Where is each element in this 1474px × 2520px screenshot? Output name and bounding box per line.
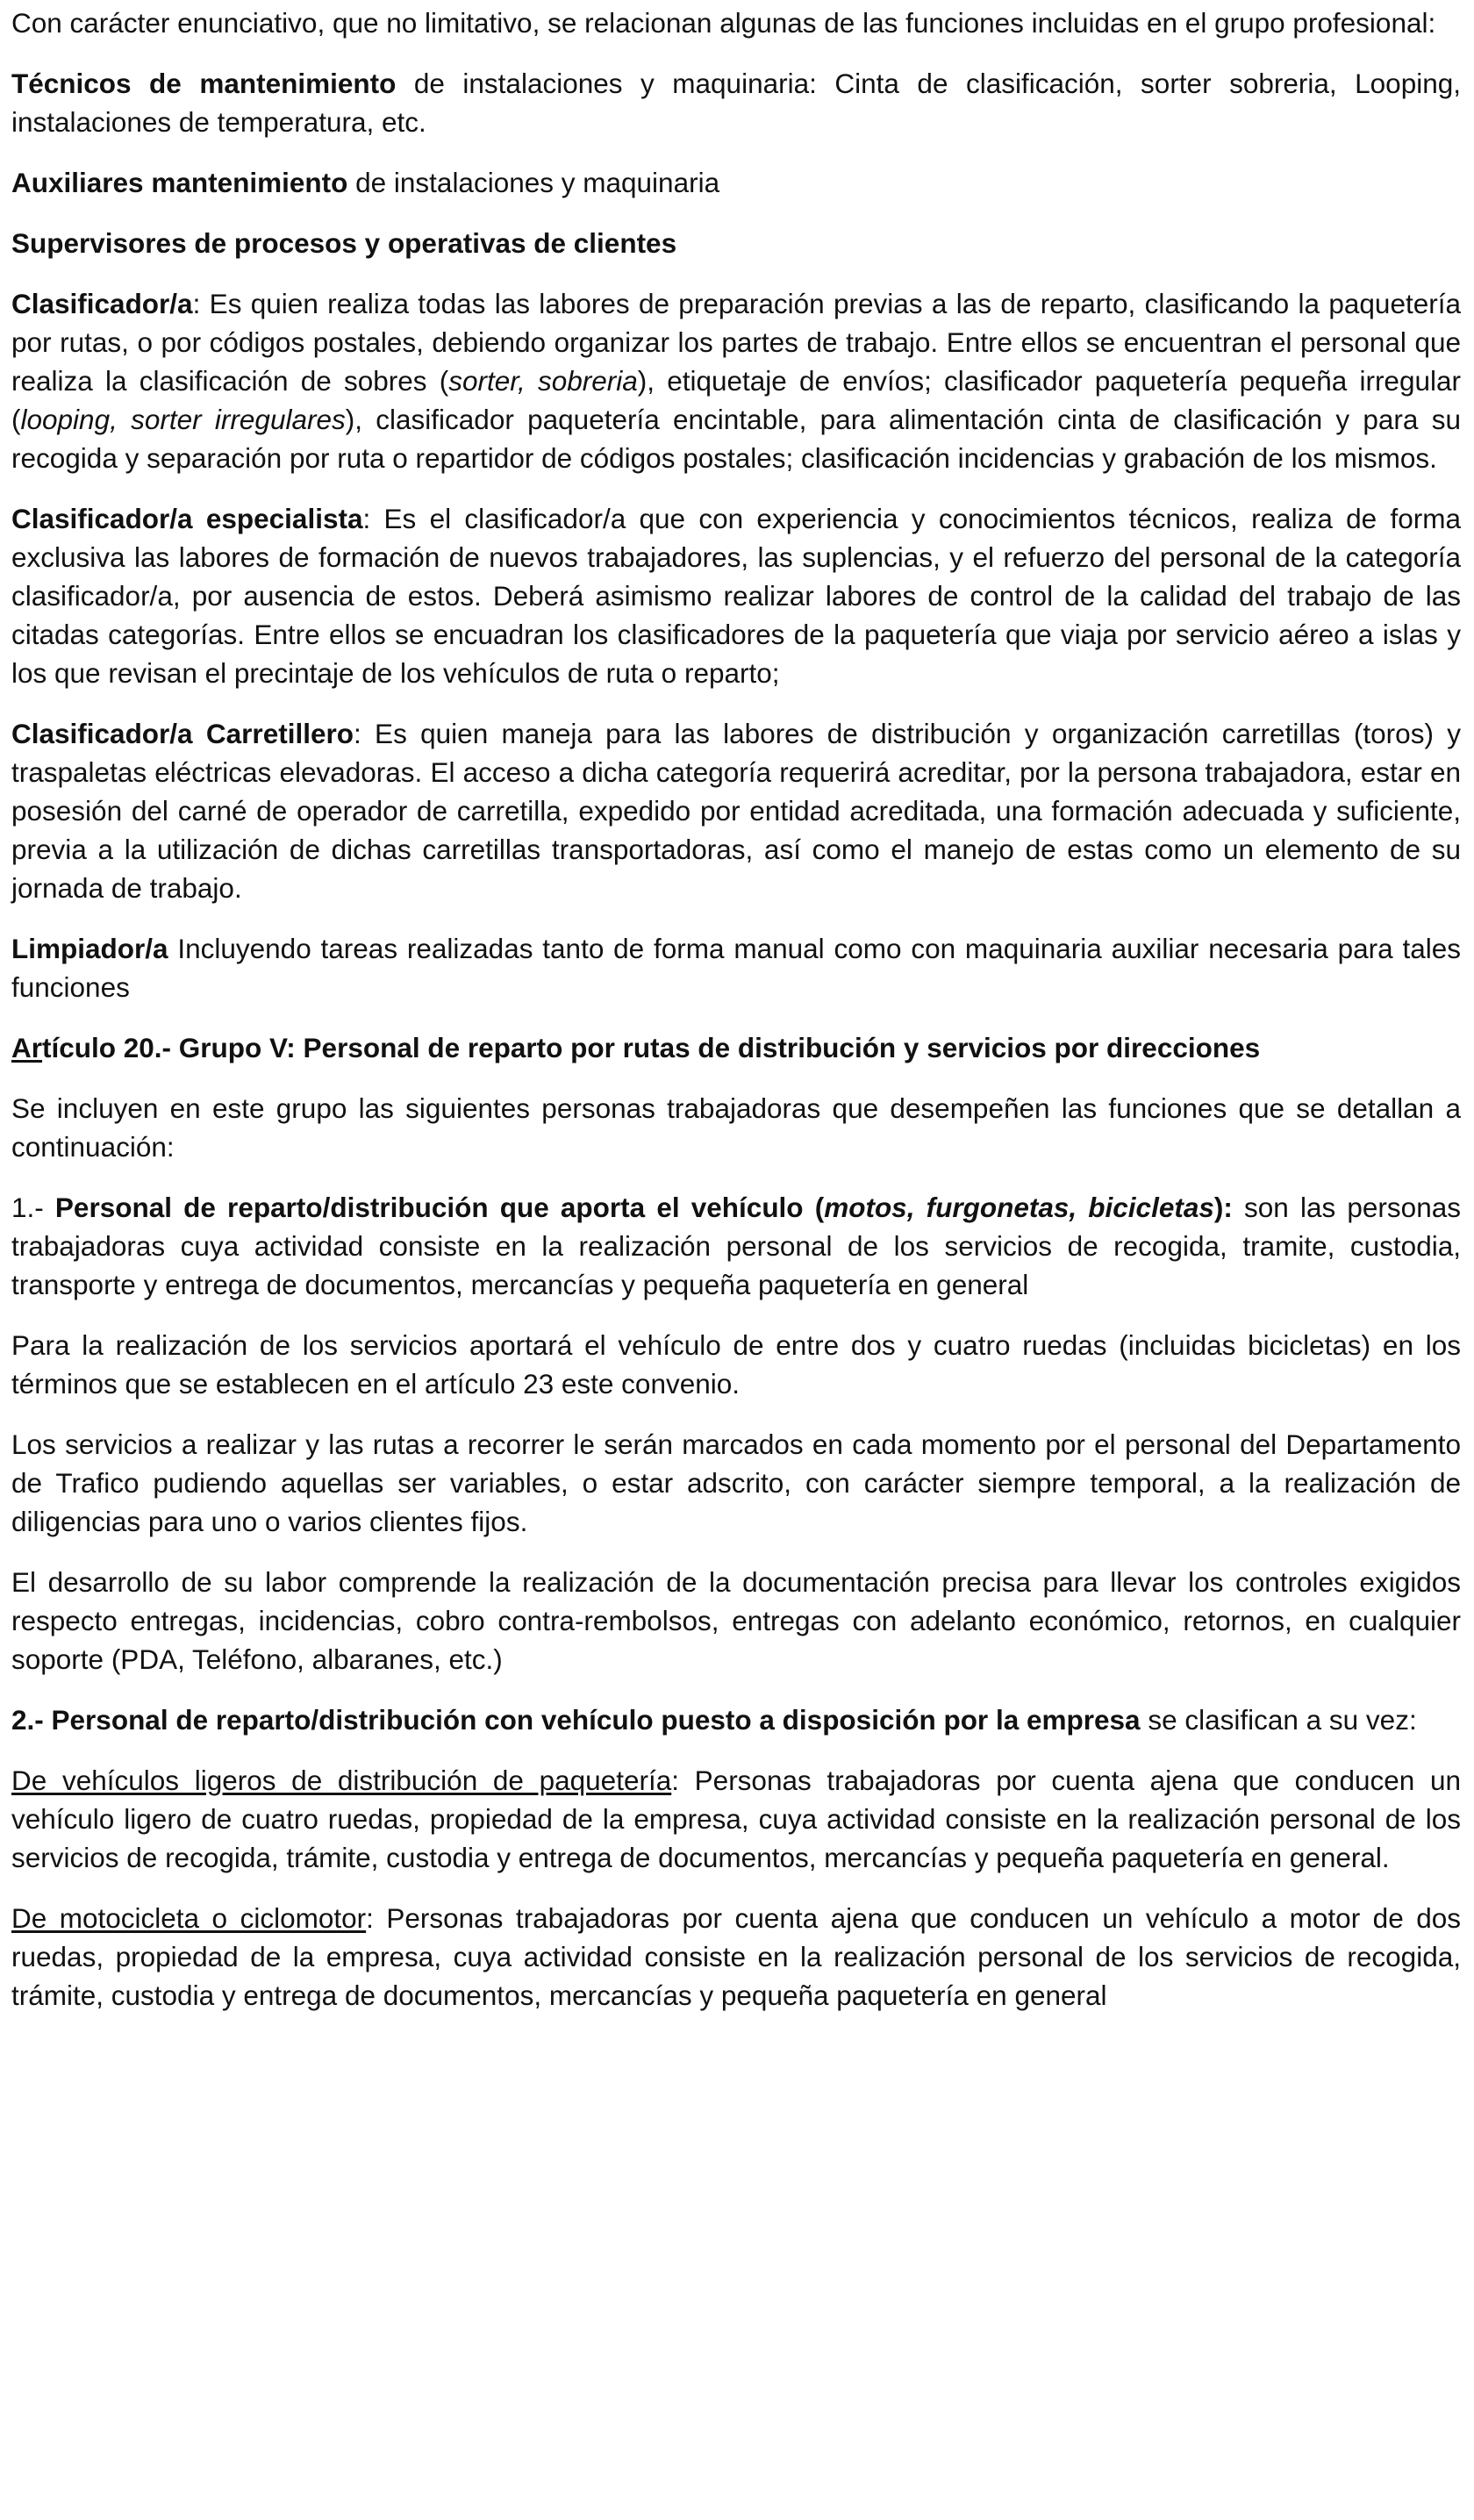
carretillero-text: : Es quien maneja para las labores de distribución y organización carretillas (toros) y traspaletas eléctricas elevadoras. El acceso a dicha categoría requerirá acreditar, por la persona trabajadora, estar en posesión del carné de operador de carretilla, expedido por entidad acreditada, una formación adecuada y suficiente, previa a la utilización de dichas carretillas transportadoras, así como el manejo de estas como un elemento de su jornada de trabajo. bbox=[11, 718, 1462, 904]
especialista-paragraph bbox=[11, 499, 1461, 692]
servicios-paragraph bbox=[11, 1425, 1461, 1541]
punto-1-italic: motos, furgonetas, bicicletas bbox=[824, 1192, 1214, 1223]
punto-1-num: 1.- bbox=[11, 1192, 55, 1223]
intro-text: Con carácter enunciativo, que no limitativo, se relacionan algunas de las funciones incluidas en el grupo profesional: bbox=[11, 7, 1436, 39]
incluyen-paragraph bbox=[11, 1089, 1461, 1166]
punto-1-term: Personal de reparto/distribución que aporta el vehículo ( bbox=[54, 1192, 825, 1223]
clasificador-text-1: : Es quien realiza todas las labores de preparación previas a las de reparto, clasificando la paquetería por rutas, o por códigos postales, debiendo organizar los partes de trabajo. Entre ellos se encuentran el personal que realiza la clasificación de sobres ( bbox=[11, 288, 1461, 397]
ligeros-text: : Personas trabajadoras por cuenta ajena que conducen un vehículo ligero de cuatro ruedas, propiedad de la empresa, cuya actividad consiste en la realización personal de los servicios de recogida, trámite, custodia y entrega de documentos, mercancías y pequeña paquetería en general. bbox=[11, 1765, 1461, 1873]
carretillero-term: Clasificador/a Carretillero bbox=[11, 718, 354, 749]
desarrollo-text: El desarrollo de su labor comprende la realización de la documentación precisa para llevar los controles exigidos respecto entregas, incidencias, cobro contra-rembolsos, entregas con adelanto económico, retornos, en cualquier soporte (PDA, Teléfono, albaranes, etc.) bbox=[11, 1566, 1461, 1675]
limpiador-text: Incluyendo tareas realizadas tanto de forma manual como con maquinaria auxiliar necesaria para tales funciones bbox=[11, 933, 1461, 1003]
articulo-20-heading bbox=[11, 1028, 1461, 1067]
incluyen-text: Se incluyen en este grupo las siguientes personas trabajadoras que desempeñen las funciones que se detallan a continuación: bbox=[11, 1092, 1461, 1163]
clasificador-term: Clasificador/a bbox=[11, 288, 193, 319]
desarrollo-paragraph bbox=[11, 1563, 1461, 1679]
articulo-underlined: Ar bbox=[11, 1032, 43, 1063]
vehiculo-paragraph bbox=[11, 1326, 1461, 1403]
moto-term: De motocicleta o ciclomotor bbox=[11, 1902, 367, 1934]
punto-2-num: 2.- bbox=[11, 1704, 52, 1736]
punto-2-term: Personal de reparto/distribución con vehículo puesto a disposición por la empresa bbox=[51, 1704, 1141, 1736]
tecnicos-term: Técnicos de mantenimiento bbox=[11, 68, 397, 99]
auxiliares-text: de instalaciones y maquinaria bbox=[347, 167, 720, 198]
especialista-term: Clasificador/a especialista bbox=[11, 503, 363, 534]
clasificador-text-3: ), clasificador paquetería encintable, para alimentación cinta de clasificación y para su recogida y separación por ruta o repartidor de códigos postales; clasificación incidencias y grabación de los mismos. bbox=[11, 404, 1461, 474]
punto-1-text: son las personas trabajadoras cuya actividad consiste en la realización personal de los servicios de recogida, tramite, custodia, transporte y entrega de documentos, mercancías y pequeña paquetería en general bbox=[11, 1192, 1461, 1300]
intro-paragraph bbox=[11, 4, 1461, 42]
punto-2-paragraph bbox=[11, 1700, 1461, 1739]
clasificador-italic-2: looping, sorter irregulares bbox=[20, 404, 346, 435]
especialista-text: : Es el clasificador/a que con experiencia y conocimientos técnicos, realiza de forma exclusiva las labores de formación de nuevos trabajadores, las suplencias, y el refuerzo del personal de la categoría clasificador/a, por ausencia de estos. Deberá asimismo realizar labores de control de la calidad del trabajo de las citadas categorías. Entre ellos se encuadran los clasificadores de la paquetería que viaja por servicio aéreo a islas y los que revisan el precintaje de los vehículos de ruta o reparto; bbox=[11, 503, 1462, 689]
punto-1-close: ): bbox=[1213, 1192, 1233, 1223]
document-page bbox=[11, 4, 1461, 2037]
moto-paragraph bbox=[11, 1899, 1461, 2015]
auxiliares-paragraph bbox=[11, 163, 1461, 202]
punto-2-text: se clasifican a su vez: bbox=[1140, 1704, 1417, 1736]
articulo-rest: tículo 20.- Grupo V: Personal de reparto por rutas de distribución y servicios por direcciones bbox=[42, 1032, 1261, 1063]
moto-text: : Personas trabajadoras por cuenta ajena que conducen un vehículo a motor de dos ruedas, propiedad de la empresa, cuya actividad consiste en la realización personal de los servicios de recogida, trámite, custodia y entrega de documentos, mercancías y pequeña paquetería en general bbox=[11, 1902, 1461, 2011]
clasificador-text-2: ), etiquetaje de envíos; clasificador paquetería pequeña irregular ( bbox=[11, 365, 1461, 435]
vehiculo-text: Para la realización de los servicios aportará el vehículo de entre dos y cuatro ruedas (incluidas bicicletas) en los términos que se establecen en el artículo 23 este convenio. bbox=[11, 1329, 1461, 1400]
supervisores-heading bbox=[11, 224, 1461, 262]
tecnicos-text: de instalaciones y maquinaria: Cinta de clasificación, sorter sobreria, Looping, instalaciones de temperatura, etc. bbox=[11, 68, 1461, 138]
carretillero-paragraph bbox=[11, 714, 1461, 907]
punto-1-paragraph bbox=[11, 1188, 1461, 1304]
servicios-text: Los servicios a realizar y las rutas a recorrer le serán marcados en cada momento por el personal del Departamento de Trafico pudiendo aquellas ser variables, o estar adscrito, con carácter siempre temporal, a la realización de diligencias para uno o varios clientes fijos. bbox=[11, 1428, 1461, 1537]
auxiliares-term: Auxiliares mantenimiento bbox=[11, 167, 348, 198]
supervisores-term: Supervisores de procesos y operativas de clientes bbox=[11, 227, 677, 259]
ligeros-term: De vehículos ligeros de distribución de paquetería bbox=[11, 1765, 672, 1796]
tecnicos-paragraph bbox=[11, 64, 1461, 141]
limpiador-paragraph bbox=[11, 929, 1461, 1006]
ligeros-paragraph bbox=[11, 1761, 1461, 1877]
clasificador-italic-1: sorter, sobreria bbox=[448, 365, 638, 397]
limpiador-term: Limpiador/a bbox=[11, 933, 168, 964]
clasificador-paragraph bbox=[11, 284, 1461, 477]
